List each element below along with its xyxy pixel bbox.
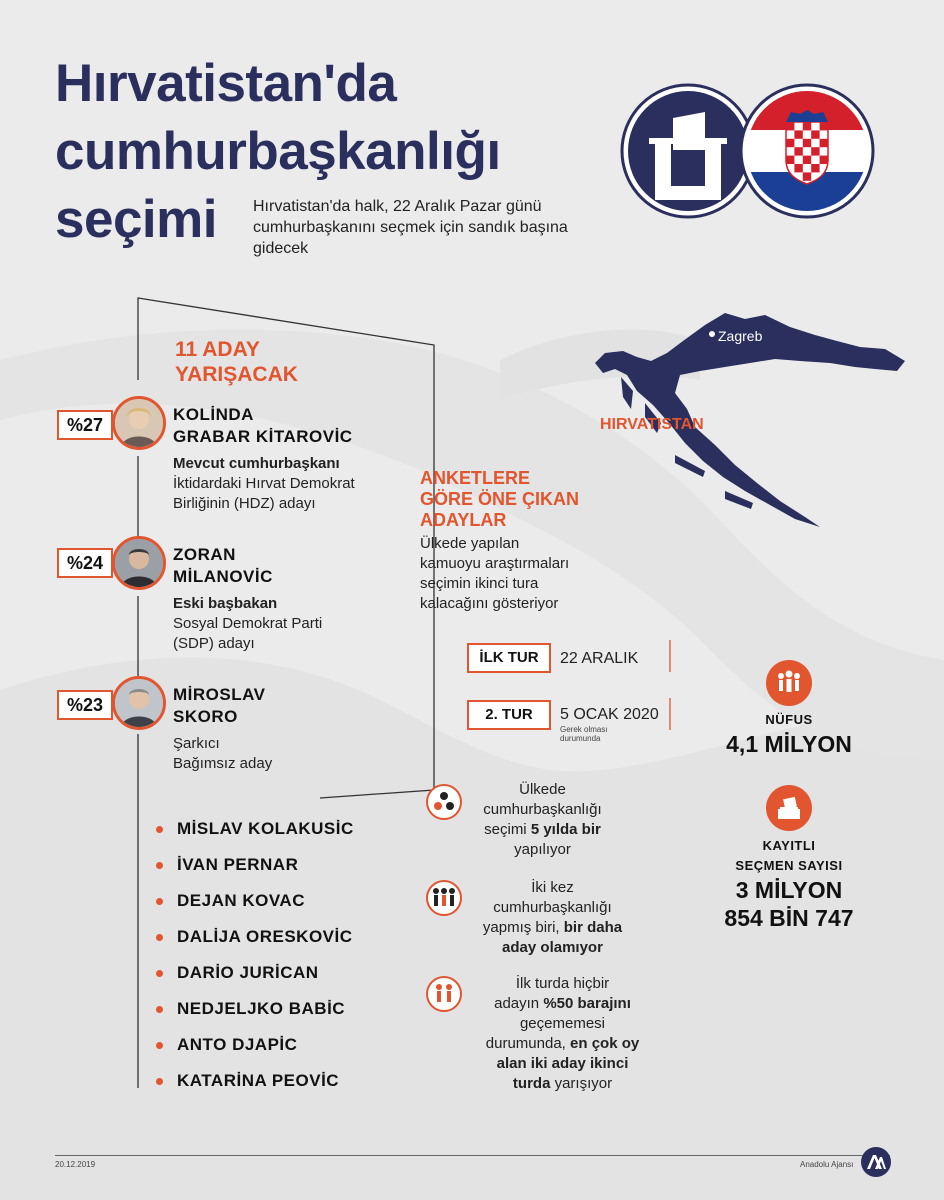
candidate-name-line-1: ZORAN bbox=[173, 545, 236, 564]
second-round-note-line-1: Gerek olması bbox=[560, 725, 608, 734]
candidate-party-line-1: İktidardaki Hırvat Demokrat bbox=[173, 475, 355, 492]
polls-text-line-4: kalacağını gösteriyor bbox=[420, 595, 559, 612]
fact-text: durumunda, bbox=[485, 1035, 571, 1052]
footer-divider bbox=[55, 1155, 890, 1156]
candidate-name-line-1: KOLİNDA bbox=[173, 405, 254, 424]
polls-heading-line-2: GÖRE ÖNE ÇIKAN bbox=[420, 489, 580, 509]
population-icon bbox=[766, 660, 812, 706]
avatar bbox=[112, 396, 166, 450]
two-term-icon bbox=[426, 880, 462, 916]
fact-line: cumhurbaşkanlığı bbox=[483, 801, 602, 818]
bullet-icon bbox=[156, 898, 163, 905]
country-label: HIRVATISTAN bbox=[600, 416, 704, 433]
candidate-name: İVAN PERNAR bbox=[177, 855, 299, 874]
first-round-label: İLK TUR bbox=[467, 643, 551, 673]
candidate-name-line-2: GRABAR KİTAROVİC bbox=[173, 427, 353, 446]
bullet-icon bbox=[156, 862, 163, 869]
candidate-percent: %27 bbox=[57, 410, 113, 440]
list-item bbox=[156, 1034, 354, 1070]
polls-heading-line-1: ANKETLERE bbox=[420, 468, 531, 488]
candidate-name: DALİJA ORESKOVİC bbox=[177, 927, 353, 946]
candidates-heading bbox=[175, 337, 298, 387]
person-photo-icon bbox=[115, 399, 163, 447]
list-item bbox=[156, 1070, 354, 1106]
candidate-description bbox=[173, 594, 322, 654]
voters-value-line-2: 854 BİN 747 bbox=[724, 905, 854, 931]
candidate-role: Eski başbakan bbox=[173, 595, 278, 612]
candidate-name-line-1: MİROSLAV bbox=[173, 685, 266, 704]
fact-line bbox=[465, 918, 640, 938]
second-round-note-line-2: durumunda bbox=[560, 734, 601, 743]
fact-highlight: turda bbox=[512, 1075, 551, 1092]
polls-text bbox=[420, 534, 569, 614]
footer-source: Anadolu Ajansı bbox=[800, 1160, 854, 1169]
fact-highlight: %50 barajını bbox=[543, 995, 631, 1012]
bullet-icon bbox=[156, 1006, 163, 1013]
polls-heading-line-3: ADAYLAR bbox=[420, 510, 507, 530]
candidates-heading-line-1: 11 ADAY bbox=[175, 338, 260, 361]
voters-value bbox=[700, 876, 878, 932]
bullet-icon bbox=[156, 934, 163, 941]
candidate-name-line-2: MİLANOVİC bbox=[173, 567, 273, 586]
voters-value-line-1: 3 MİLYON bbox=[735, 877, 843, 903]
candidate-name bbox=[173, 684, 265, 728]
voters-label-line-1: KAYITLI bbox=[762, 838, 816, 853]
fact-line bbox=[465, 994, 660, 1014]
polls-heading bbox=[420, 468, 579, 531]
candidate-name: DARİO JURİCAN bbox=[177, 963, 319, 982]
candidate-percent: %23 bbox=[57, 690, 113, 720]
candidate-name bbox=[173, 544, 273, 588]
person-photo-icon bbox=[115, 539, 163, 587]
candidate-name: DEJAN KOVAC bbox=[177, 891, 305, 910]
avatar bbox=[112, 676, 166, 730]
fact-line: İlk turda hiçbir bbox=[515, 975, 610, 992]
candidate-name: NEDJELJKO BABİC bbox=[177, 999, 346, 1018]
voters-label bbox=[700, 836, 878, 876]
fact-text: adayın bbox=[494, 995, 544, 1012]
second-round-note bbox=[560, 725, 608, 743]
polls-text-line-3: seçimin ikinci tura bbox=[420, 575, 539, 592]
candidate-description bbox=[173, 734, 272, 774]
fact-line: alan iki aday ikinci bbox=[496, 1055, 629, 1072]
other-candidates-list bbox=[156, 818, 354, 1106]
voters-label-line-2: SEÇMEN SAYISI bbox=[735, 858, 843, 873]
candidate-percent: %24 bbox=[57, 548, 113, 578]
bullet-icon bbox=[156, 970, 163, 977]
fact-runoff bbox=[465, 974, 660, 1094]
fact-line: yapılıyor bbox=[514, 841, 571, 858]
candidate-party-line-1: Sosyal Demokrat Parti bbox=[173, 615, 323, 632]
fact-highlight: bir daha bbox=[563, 919, 623, 936]
candidate-party-line-2: (SDP) adayı bbox=[173, 635, 255, 652]
list-item bbox=[156, 998, 354, 1034]
title-line-1: Hırvatistan'da bbox=[55, 54, 397, 113]
candidate-party-line-1: Bağımsız aday bbox=[173, 755, 273, 772]
fact-line: Ülkede bbox=[519, 781, 566, 798]
list-item bbox=[156, 890, 354, 926]
bullet-icon bbox=[156, 826, 163, 833]
candidates-heading-line-2: YARIŞACAK bbox=[175, 363, 298, 386]
second-round-date: 5 OCAK 2020 bbox=[560, 706, 659, 723]
avatar bbox=[112, 536, 166, 590]
candidate-name-line-2: SKORO bbox=[173, 707, 238, 726]
candidate-name: KATARİNA PEOVİC bbox=[177, 1071, 340, 1090]
fact-five-year bbox=[465, 780, 620, 860]
list-item bbox=[156, 854, 354, 890]
polls-text-line-2: kamuoyu araştırmaları bbox=[420, 555, 570, 572]
fact-highlight: en çok oy bbox=[570, 1035, 640, 1052]
bullet-icon bbox=[156, 1078, 163, 1085]
fact-line bbox=[465, 820, 620, 840]
title-line-3: seçimi bbox=[55, 190, 218, 249]
capital-label: Zagreb bbox=[718, 328, 763, 344]
aa-logo-icon bbox=[860, 1146, 892, 1178]
fact-line bbox=[465, 1034, 660, 1054]
list-item bbox=[156, 962, 354, 998]
five-year-cycle-icon bbox=[426, 784, 462, 820]
candidate-name: MİSLAV KOLAKUSİC bbox=[177, 819, 354, 838]
person-photo-icon bbox=[115, 679, 163, 727]
fact-text: yapmış biri, bbox=[482, 919, 564, 936]
population-value: 4,1 MİLYON bbox=[726, 731, 852, 757]
voter-icon bbox=[766, 785, 812, 831]
first-round-date: 22 ARALIK bbox=[560, 650, 639, 667]
fact-line: aday olamıyor bbox=[502, 939, 603, 956]
runoff-icon bbox=[426, 976, 462, 1012]
fact-text: yarışıyor bbox=[550, 1075, 613, 1092]
fact-line: cumhurbaşkanlığı bbox=[493, 899, 612, 916]
candidate-role: Mevcut cumhurbaşkanı bbox=[173, 455, 340, 472]
candidate-party-line-2: Birliğinin (HDZ) adayı bbox=[173, 495, 316, 512]
fact-line bbox=[465, 1074, 660, 1094]
polls-text-line-1: Ülkede yapılan bbox=[420, 535, 520, 552]
second-round-label: 2. TUR bbox=[467, 700, 551, 730]
candidate-role: Şarkıcı bbox=[173, 735, 220, 752]
bullet-icon bbox=[156, 1042, 163, 1049]
candidate-description bbox=[173, 454, 355, 514]
fact-text: seçimi bbox=[484, 821, 531, 838]
fact-highlight: 5 yılda bir bbox=[530, 821, 601, 838]
fact-two-terms bbox=[465, 878, 640, 958]
title-line-2: cumhurbaşkanlığı bbox=[55, 122, 501, 181]
footer-date: 20.12.2019 bbox=[55, 1160, 96, 1169]
fact-line: İki kez bbox=[531, 879, 574, 896]
page-subtitle: Hırvatistan'da halk, 22 Aralık Pazar günü cumhurbaşkanını seçmek için sandık başına gidecek bbox=[253, 198, 568, 257]
candidate-name: ANTO DJAPİC bbox=[177, 1035, 298, 1054]
list-item bbox=[156, 926, 354, 962]
fact-line: geçememesi bbox=[519, 1015, 606, 1032]
candidate-name bbox=[173, 404, 353, 448]
population-label: NÜFUS bbox=[765, 712, 813, 727]
list-item bbox=[156, 818, 354, 854]
